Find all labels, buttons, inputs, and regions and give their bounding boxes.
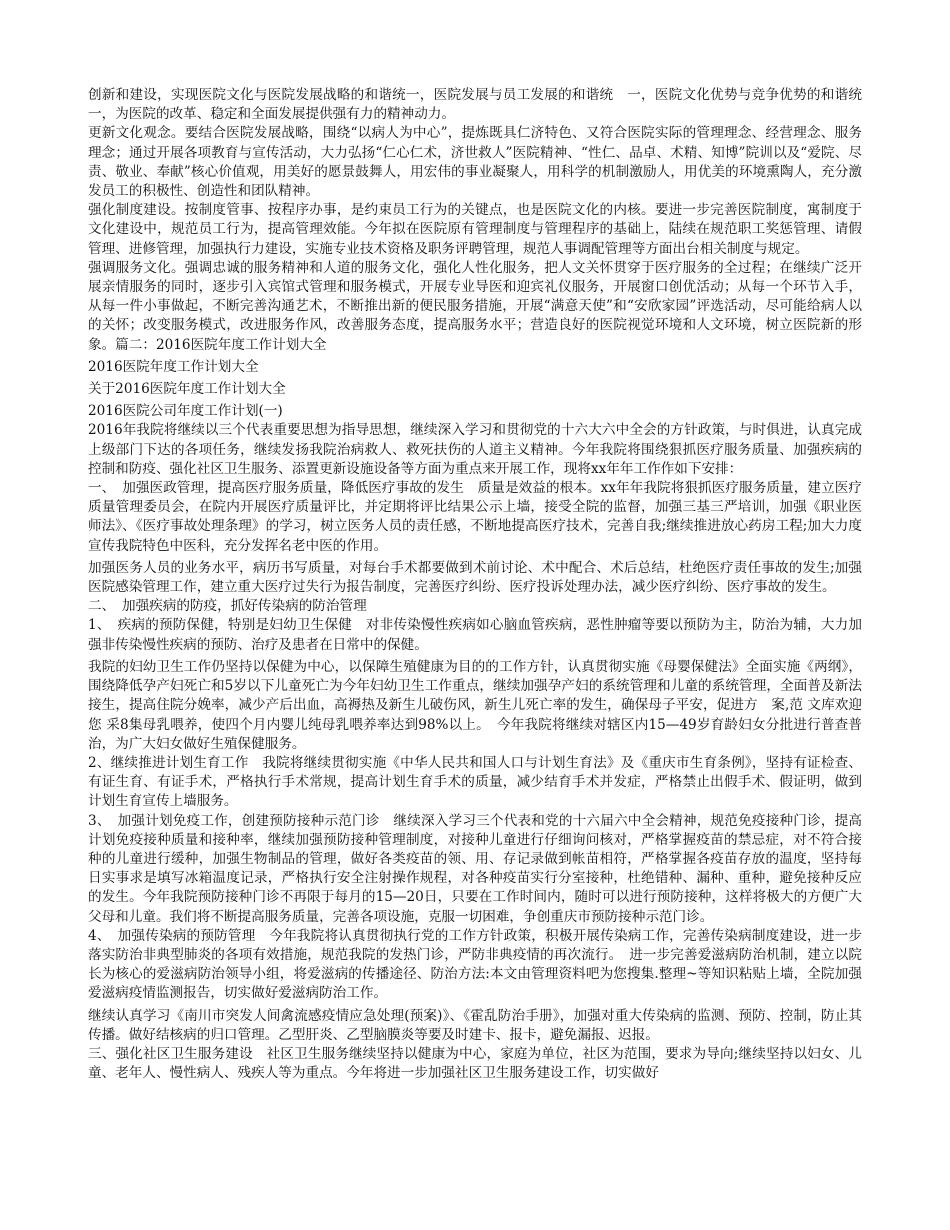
item-preventive-care: 1、 疾病的预防保健，特别是妇幼卫生保健 对非传染慢性疾病如心脑血管疾病，恶性肿瘤等要以预防为主，防治为辅，大力加强非传染慢性疾病的预防、治疗及患者在日常中的保健。 <box>88 617 862 653</box>
item-infectious-disease: 4、 加强传染病的预防管理 今年我院将认真贯彻执行党的工作方针政策，积极开展传染病工作，完善传染病制度建设，进一步落实防治非典型肺炎的各项有效措施，规范我院的发热门诊，严防非典疫情的再次流行。 进一步完善爱滋病防治机制，建立以院长为核心的爱滋病防治领导小组，将爱滋病的传播途径、防治方法:本文由管理资料吧为您搜集.整理~等知识粘贴上墙，全院加强爱滋病疫情监测报告，切实做好爱滋病防治工作。 <box>88 927 862 1002</box>
item-immunization: 3、 加强计划免疫工作，创建预防接种示范门诊 继续深入学习三个代表和党的十六届六中全会精神，规范免疫接种门诊，提高计划免疫接种质量和接种率，继续加强预防接种管理制度，对接种儿童进行仔细询问核对，严格掌握疫苗的禁忌症，对不符合接种的儿童进行缓种，加强生物制品的管理，做好各类疫苗的领、用、存记录做到帐苗相符，严格掌握各疫苗存放的温度，坚持每日实事求是填写冰箱温度记录，严格执行安全注射操作规程，对各种疫苗实行分室接种，杜绝错种、漏种、重种，避免接种反应的发生。今年我院预防接种门诊不再限于每月的15—20日，只要在工作时间内，随时可以进行预防接种，这样将极大的方便广大父母和儿童。我们将不断提高服务质量，完善各项设施，克服一切困难，争创重庆市预防接种示范门诊。 <box>88 812 862 925</box>
section-disease-prevention: 二、 加强疾病的防疫，抓好传染病的防治管理 <box>88 598 367 615</box>
paragraph-medical-staff: 加强医务人员的业务水平，病历书写质量，对每台手术都要做到术前讨论、术中配合、术后总结，杜绝医疗责任事故的发生;加强医院感染管理工作，建立重大医疗过失行为报告制度，完善医疗纠纷、医疗投诉处理办法，减少医疗纠纷、医疗事故的发生。 <box>88 559 862 596</box>
paragraph-update-concept: 更新文化观念。要结合医院发展战略，围绕“以病人为中心”，提炼既具仁济特色、又符合医院实际的管理理念、经营理念、服务理念；通过开展各项教育与宣传活动，大力弘扬“仁心仁术，济世救人”医院精神、“性仁、品卓、术精、知博”院训以及“爱院、尽责、敬业、奉献”核心价值观，用美好的愿景鼓舞人，用宏伟的事业凝聚人，用科学的机制激励人，用优美的环境熏陶人，充分激发员工的积极性、创造性和团队精神。 <box>88 125 862 200</box>
paragraph-epidemic-response: 继续认真学习《南川市突发人间禽流感疫情应急处理(预案)》、《霍乱防治手册》，加强对重大传染病的监测、预防、控制，防止其传播。做好结核病的归口管理。乙型肝炎、乙型脑膜炎等要及时建卡、报卡，避免漏报、迟报。 <box>88 1007 862 1043</box>
paragraph-plan-intro: 2016年我院将继续以三个代表重要思想为指导思想，继续深入学习和贯彻党的十六大六中全会的方针政策，与时俱进，认真完成上级部门下达的各项任务，继续发扬我院治病救人、救死扶伤的人道主义精神。今年我院将围绕狠抓医疗服务质量、加强疾病的控制和防疫、强化社区卫生服务、添置更新设施设备等方面为重点来开展工作，现将xx年年工作作如下安排： <box>88 422 862 477</box>
paragraph-system-building: 强化制度建设。按制度管事、按程序办事，是约束员工行为的关键点，也是医院文化的内核。要进一步完善医院制度，寓制度于文化建设中，规范员工行为，提高管理效能。今年拟在医院原有管理制度与管理程序的基础上，陆续在规范职工奖惩管理、请假管理、进修管理，加强执行力建设，实施专业技术资格及职务评聘管理，规范人事调配管理等方面出台相关制度与规定。 <box>88 202 862 257</box>
heading-plan-company: 2016医院公司年度工作计划(一) <box>88 403 283 420</box>
section-medical-management: 一、 加强医政管理，提高医疗服务质量，降低医疗事故的发生 质量是效益的根本。xx年年我院将狠抓医疗服务质量，建立医疗质量管理委员会，在院内开展医疗质量评比，并定期将评比结果公示上墙，接受全院的监督，加强三基三严培训，加强《职业医师法》、《医疗事故处理条理》的学习，树立医务人员的责任感，不断地提高医疗技术，完善自我;继续推进放心药房工程;加大力度宣传我院特色中医科，充分发挥名老中医的作用。 <box>88 480 862 554</box>
heading-plan-title: 2016医院年度工作计划大全 <box>88 358 259 375</box>
document-body <box>88 86 862 1083</box>
paragraph-service-culture: 强调服务文化。强调忠诚的服务精神和人道的服务文化，强化人性化服务，把人文关怀贯穿于医疗服务的全过程；在继续广泛开展亲情服务的同时，逐步引入宾馆式管理和服务模式，开展专业导医和迎宾礼仪服务，开展窗口创优活动；从每一个环节入手，从每一件小事做起，不断完善沟通艺术，不断推出新的便民服务措施，开展“满意天使”和“安欣家园”评选活动，尽可能给病人以的关怀；改变服务模式，改进服务作风，改善服务态度，提高服务水平；营造良好的医院视觉环境和人文环境，树立医院新的形象。篇二：2016医院年度工作计划大全 <box>88 259 862 353</box>
item-family-planning: 2、继续推进计划生育工作 我院将继续贯彻实施《中华人民共和国人口与计划生育法》及《重庆市生育条例》，坚持有证检查、有证生育、有证手术，严格执行手术常规，提高计划生育手术的质量，减少结育手术并发症，严格禁止出假手术、假证明，做到计划生育宣传上墙服务。 <box>88 754 862 810</box>
heading-plan-about: 关于2016医院年度工作计划大全 <box>88 381 286 398</box>
paragraph-maternal-child: 我院的妇幼卫生工作仍坚持以保健为中心，以保障生殖健康为目的的工作方针，认真贯彻实施《母婴保健法》全面实施《两纲》，围绕降低孕产妇死亡和5岁以下儿童死亡为今年妇幼卫生工作重点，继续加强孕产妇的系统管理和儿童的系统管理，全面普及新法接生，提高住院分娩率，减少产后出血，高褥热及新生儿破伤风，新生儿死亡率的发生，确保母子平安，促进方 案,范 文库欢迎您 采8集母乳喂养，使四个月内婴儿纯母乳喂养率达到98%以上。 今年我院将继续对辖区内15—49岁育龄妇女分批进行普查普治，为广大妇女做好生殖保健服务。 <box>88 658 862 752</box>
section-community-health: 三、强化社区卫生服务建设 社区卫生服务继续坚持以健康为中心，家庭为单位，社区为范围，要求为导向;继续坚持以妇女、儿童、老年人、慢性病人、残疾人等为重点。今年将进一步加强社区卫生服务建设工作，切实做好 <box>88 1045 862 1082</box>
paragraph-culture-intro: 创新和建设，实现医院文化与医院发展战略的和谐统一，医院发展与员工发展的和谐统 一，医院文化优势与竞争优势的和谐统一，为医院的改革、稳定和全面发展提供强有力的精神动力。 <box>88 87 862 123</box>
